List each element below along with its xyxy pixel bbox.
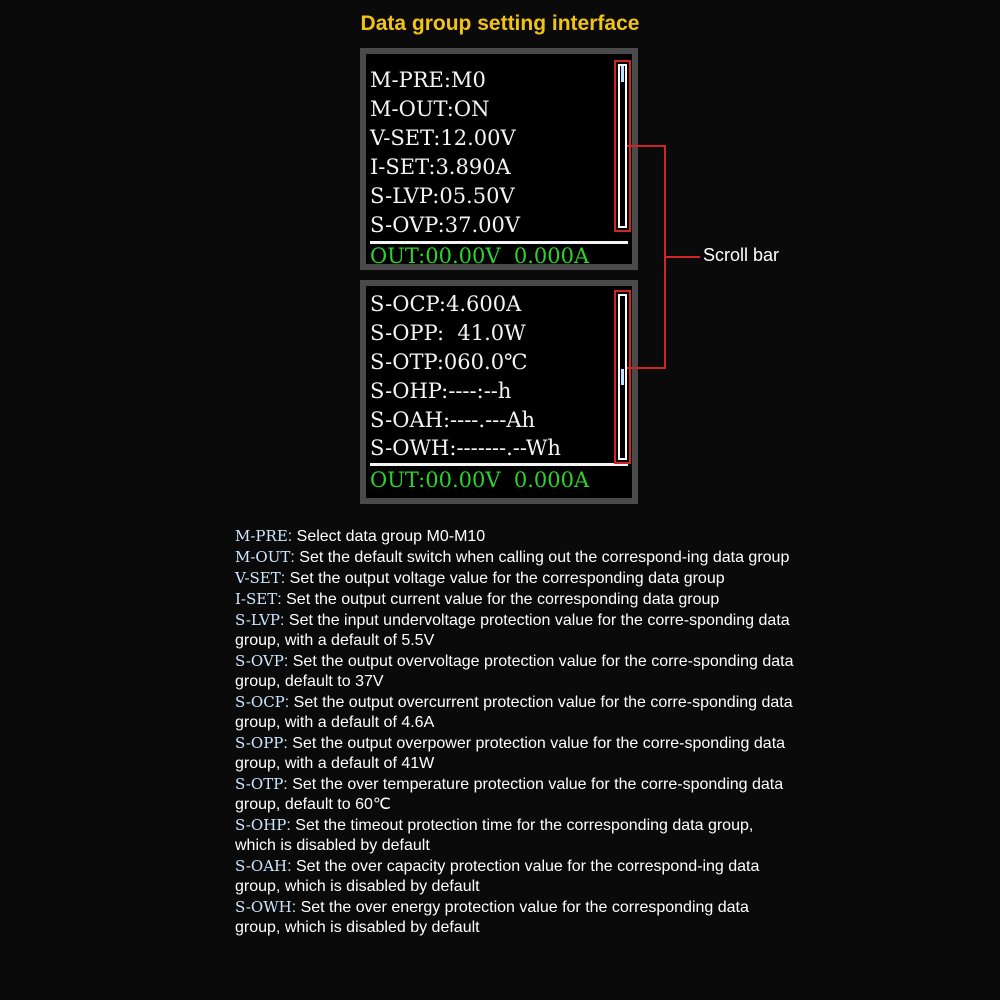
separator: : — [280, 570, 290, 587]
description-text: Set the output current value for the corresponding data group — [286, 591, 720, 608]
description-item — [235, 774, 795, 815]
setting-s-owh[interactable]: S-OWH:-------.--Wh — [370, 436, 561, 460]
separator: : — [290, 549, 300, 566]
lcd-screen-2 — [360, 280, 638, 504]
setting-m-out[interactable]: M-OUT:ON — [370, 97, 490, 121]
description-term: S-OVP — [235, 652, 284, 670]
output-readout: OUT:00.00V 0.000A — [370, 468, 590, 492]
separator: : — [277, 591, 287, 608]
description-item — [235, 897, 795, 938]
description-term: I-SET — [235, 590, 278, 608]
description-text: Set the over capacity protection value for the correspond-ing data group, which is disabled by default — [235, 858, 760, 895]
description-text: Set the input undervoltage protection value for the corre-sponding data group, with a default of 5.5V — [235, 612, 790, 649]
description-term: S-OWH — [235, 898, 292, 916]
description-term: M-OUT — [235, 548, 291, 566]
description-text: Set the output overpower protection value for the corre-sponding data group, with a default of 41W — [235, 735, 786, 772]
setting-v-set[interactable]: V-SET:12.00V — [370, 126, 516, 150]
description-term: S-OTP — [235, 775, 284, 793]
description-item — [235, 589, 795, 610]
description-term: V-SET — [235, 569, 281, 587]
description-term: S-LVP — [235, 611, 280, 629]
separator: : — [287, 858, 296, 875]
description-term: M-PRE — [235, 527, 288, 545]
setting-s-lvp[interactable]: S-LVP:05.50V — [370, 184, 515, 208]
divider — [370, 463, 628, 466]
description-text: Set the output overcurrent protection value for the corre-sponding data group, with a default of 4.6A — [235, 694, 793, 731]
setting-s-ovp[interactable]: S-OVP:37.00V — [370, 213, 521, 237]
description-term: S-OCP — [235, 693, 285, 711]
description-item — [235, 815, 795, 856]
description-text: Set the timeout protection time for the corresponding data group, which is disabled by default — [235, 817, 754, 854]
separator: : — [291, 899, 301, 916]
setting-s-ohp[interactable]: S-OHP:----:--h — [370, 379, 512, 403]
separator: : — [287, 528, 297, 545]
description-text: Set the over temperature protection value for the corre-sponding data group, default to 60℃ — [235, 776, 784, 813]
description-item — [235, 547, 795, 568]
separator: : — [286, 817, 296, 834]
scrollbar-thumb[interactable] — [621, 369, 624, 385]
description-item — [235, 610, 795, 651]
description-item — [235, 733, 795, 774]
setting-s-opp[interactable]: S-OPP: 41.0W — [370, 321, 526, 345]
description-list — [235, 526, 795, 938]
setting-m-pre[interactable]: M-PRE:M0 — [370, 68, 486, 92]
lcd-screen-1 — [360, 48, 638, 270]
lcd-display — [366, 286, 632, 498]
callout-label: Scroll bar — [703, 245, 780, 265]
description-text: Set the output voltage value for the corresponding data group — [289, 570, 725, 587]
description-item — [235, 526, 795, 547]
description-text: Select data group M0-M10 — [296, 528, 486, 545]
callout-line — [627, 145, 665, 147]
description-item — [235, 856, 795, 897]
separator: : — [283, 653, 293, 670]
description-text: Set the default switch when calling out the correspond-ing data group — [299, 549, 790, 566]
setting-i-set[interactable]: I-SET:3.890A — [370, 155, 511, 179]
callout-line — [627, 367, 665, 369]
description-item — [235, 651, 795, 692]
separator: : — [284, 694, 294, 711]
separator: : — [283, 776, 293, 793]
description-text: Set the output overvoltage protection value for the corre-sponding data group, default to 37V — [235, 653, 794, 690]
description-item — [235, 568, 795, 589]
setting-s-oah[interactable]: S-OAH:----.---Ah — [370, 408, 536, 432]
separator: : — [280, 612, 289, 629]
lcd-display — [366, 54, 632, 268]
description-term: S-OPP — [235, 734, 284, 752]
scrollbar[interactable] — [618, 64, 627, 228]
scroll-bar-highlight — [614, 290, 631, 464]
scrollbar[interactable] — [618, 294, 627, 460]
page-title: Data group setting interface — [360, 12, 640, 35]
description-term: S-OHP — [235, 816, 287, 834]
description-term: S-OAH — [235, 857, 288, 875]
callout-line — [664, 256, 700, 258]
separator: : — [283, 735, 293, 752]
description-item — [235, 692, 795, 733]
setting-s-otp[interactable]: S-OTP:060.0℃ — [370, 350, 528, 374]
description-text: Set the over energy protection value for the corresponding data group, which is disabled by default — [235, 899, 749, 936]
output-readout: OUT:00.00V 0.000A — [370, 244, 590, 268]
scrollbar-thumb[interactable] — [621, 66, 624, 82]
setting-s-ocp[interactable]: S-OCP:4.600A — [370, 292, 522, 316]
